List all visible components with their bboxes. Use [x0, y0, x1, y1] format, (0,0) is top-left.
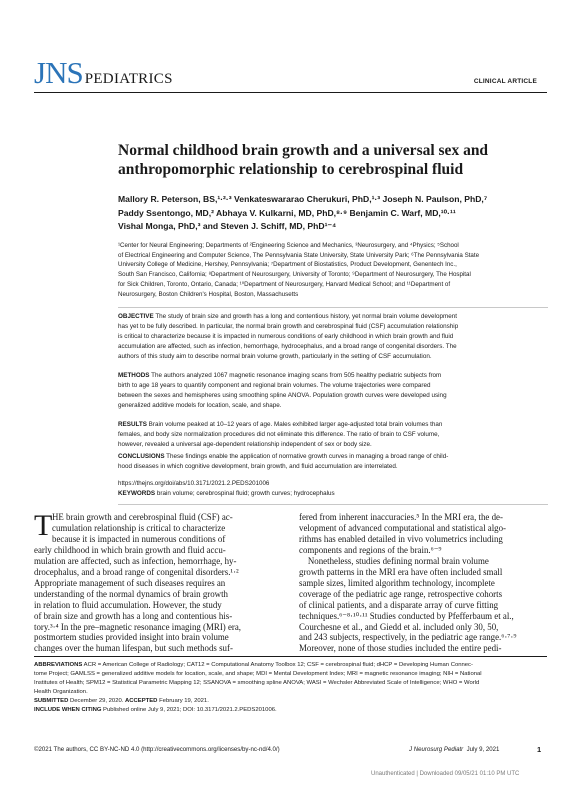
accepted-label: ACCEPTED	[125, 698, 158, 705]
submission-dates	[34, 697, 549, 706]
body-line: Appropriate management of such diseases requires an	[34, 577, 226, 588]
abbreviations-text: tome Project; GAMLSS = generalized additive models for location, scale, and shape; MDI = Mental Development Index; MRI = magnetic resonance imaging; NIH = National	[34, 671, 482, 678]
results-text: females, and body size normalization procedures did not eliminate this difference. The ratio of brain to CSF volume,	[118, 431, 440, 439]
submitted-label: SUBMITTED	[34, 698, 69, 705]
author-line: Mallory R. Peterson, BS,¹·²·³ Venkateswararao Cherukuri, PhD,¹·³ Joseph N. Paulson, PhD,⁷	[118, 194, 488, 204]
journal-date: July 9, 2021	[463, 746, 500, 753]
logo-pediatrics: PEDIATRICS	[84, 71, 173, 87]
citation-text: Published online July 9, 2021; DOI: 10.3171/2021.2.PEDS201006.	[101, 707, 277, 714]
objective-text: The study of brain size and growth has a long and contentious history, yet normal brain volume development	[153, 313, 457, 320]
body-column-left	[34, 509, 281, 654]
affiliations	[118, 241, 550, 299]
abbreviations-text: Institutes of Health; SPM12 = Statistical Parametric Mapping 12; SSANOVA = smoothing spline ANOVA; WASI = Wechsler Abbreviated Scale of Intelligence; WHO = World	[34, 680, 480, 687]
objective-text: is critical to characterize because it is impacted in numerous conditions of early childhood in which brain growth and fluid	[118, 333, 454, 341]
include-when-citing-label: INCLUDE WHEN CITING	[34, 707, 102, 714]
logo-jns: JNS	[34, 55, 83, 90]
author-list	[118, 193, 548, 234]
body-line: mulation are affected, such as infection, hemorrhage, hy-	[34, 555, 237, 566]
journal-logo	[34, 56, 173, 90]
body-line: of brain size and growth has a long and contentious his-	[34, 610, 233, 621]
footnotes	[34, 661, 549, 716]
abstract-results	[118, 420, 550, 450]
body-line: and 243 subjects, respectively, in the pediatric age range.⁶·⁷·⁹	[299, 632, 517, 643]
page-number: 1	[537, 745, 542, 754]
results-text: however, revealed a universal age-dependent relationship independent of sex or body size.	[118, 441, 372, 449]
body-line: Nonetheless, studies defining normal brain volume	[299, 555, 489, 566]
methods-text: generalized additive models for location, scale, and shape.	[118, 402, 282, 410]
body-line: components and regions of the brain.⁶⁻⁹	[299, 544, 442, 555]
copyright-notice: ©2021 The authors, CC BY-NC-ND 4.0 (http://creativecommons.org/licenses/by-nc-nd/4.0/)	[34, 746, 280, 753]
body-line: HE brain growth and cerebrospinal fluid (CSF) ac-	[52, 512, 233, 522]
drop-cap: T	[34, 509, 53, 542]
affiliation-line: ¹Center for Neural Engineering; Departments of ²Engineering Science and Mechanics, ³Neurosurgery, and ⁴Physics; ⁵School	[118, 242, 459, 249]
body-line: of clinical patients, and a disparate array of curve fitting	[299, 599, 499, 610]
conclusions-label: CONCLUSIONS	[118, 453, 165, 460]
methods-text: birth to age 18 years to quantify component and regional brain volumes. The volume trajectories were compared	[118, 382, 431, 390]
article-title	[118, 141, 538, 179]
download-stamp: Unauthenticated | Downloaded 09/05/21 01:10 PM UTC	[371, 771, 520, 777]
body-line: rithms has enabled detailed in vivo volumetrics including	[299, 533, 503, 544]
methods-label: METHODS	[118, 372, 150, 379]
abstract-conclusions	[118, 452, 550, 472]
body-line: sample sizes, limited algorithm technology, incomplete	[299, 577, 495, 588]
body-line: cumulation relationship is critical to characterize	[52, 522, 226, 533]
section-label: CLINICAL ARTICLE	[473, 78, 537, 85]
submitted-date: December 29, 2020.	[68, 698, 124, 705]
body-line: in relation to fluid accumulation. However, the study	[34, 599, 222, 610]
affiliation-divider	[118, 307, 548, 308]
author-line: Vishal Monga, PhD,³ and Steven J. Schiff, MD, PhD¹⁻⁴	[118, 221, 337, 231]
methods-text: The authors analyzed 1067 magnetic resonance imaging scans from 505 healthy pediatric subjects from	[149, 372, 442, 379]
body-line: drocephalus, and a broad range of congenital disorders.¹·²	[34, 566, 239, 577]
body-line: because it is impacted in numerous conditions of	[52, 533, 226, 544]
abbreviations-label: ABBREVIATIONS	[34, 662, 83, 668]
keywords	[118, 490, 335, 497]
keywords-text: brain volume; cerebrospinal fluid; growth curves; hydrocephalus	[155, 490, 335, 497]
objective-text: authors of this study aim to describe normal brain volume growth, particularly in the setting of CSF accumulation.	[118, 353, 432, 361]
keywords-label: KEYWORDS	[118, 490, 156, 497]
conclusions-text: These findings enable the application of normative growth curves in managing a broad range of child-	[164, 453, 449, 460]
author-line: Paddy Ssentongo, MD,² Abhaya V. Kulkarni, MD, PhD,⁸·⁹ Benjamin C. Warf, MD,¹⁰·¹¹	[118, 207, 456, 218]
title-line: Normal childhood brain growth and a universal sex and	[118, 142, 489, 159]
affiliation-line: Neurosurgery, Boston Children's Hospital, Boston, Massachusetts	[118, 290, 299, 298]
objective-text: accumulation are affected, such as infection, hemorrhage, hydrocephalus, and a broad range of congenital disorders. The	[118, 343, 457, 351]
citation-info	[34, 706, 549, 715]
results-text: Brain volume peaked at 10–12 years of age. Males exhibited larger age-adjusted total brain volumes than	[146, 421, 443, 428]
doi-link[interactable]: https://thejns.org/doi/abs/10.3171/2021.2.PEDS201006	[118, 480, 270, 487]
abstract-divider	[118, 504, 548, 505]
objective-text: has yet to be fully described. In particular, the normal brain growth and cerebrospinal fluid (CSF) accumulation relationship	[118, 323, 459, 331]
conclusions-text: hood diseases in which cognitive development, brain growth, and fluid accumulation are interrelated.	[118, 463, 398, 471]
objective-label: OBJECTIVE	[118, 313, 154, 320]
body-line: tory.³·⁴ In the pre–magnetic resonance imaging (MRI) era,	[34, 621, 242, 632]
footnote-divider	[34, 656, 547, 657]
body-line: understanding of the normal dynamics of brain growth	[34, 588, 228, 599]
abbreviations-text: Health Organization.	[34, 689, 88, 696]
body-line: techniques.⁶⁻⁸·¹⁰·¹¹ Studies conducted by Pfefferbaum et al.,	[299, 610, 514, 621]
accepted-date: February 19, 2021.	[157, 698, 209, 705]
affiliation-line: University College of Medicine, Hershey, Pennsylvania; ⁷Department of Biostatistics, Product Development, Genentech Inc.,	[118, 261, 457, 269]
body-line: fered from inherent inaccuracies.⁵ In the MRI era, the de-	[299, 512, 503, 522]
body-line: velopment of advanced computational and statistical algo-	[299, 522, 507, 533]
methods-text: between the sexes and hemispheres using smoothing spline ANOVA. Population growth curves were developed using	[118, 392, 447, 400]
body-line: Courchesne et al., and Giedd et al. included only 30, 50,	[299, 621, 499, 632]
header-divider	[34, 92, 547, 93]
body-line: early childhood in which brain growth and fluid accu-	[34, 544, 226, 555]
results-label: RESULTS	[118, 421, 147, 428]
abstract-objective	[118, 312, 550, 362]
body-column-right	[299, 512, 546, 654]
journal-name: J Neurosurg Pediatr	[409, 746, 464, 753]
affiliation-line: of Electrical Engineering and Computer Science, The Pennsylvania State University, State University Park; ⁶The Pennsylvania State	[118, 251, 480, 259]
abstract-methods	[118, 371, 550, 411]
abbreviations-text: ACR = American College of Radiology; CAT12 = Computational Anatomy Toolbox 12; CSF = cerebrospinal fluid; dHCP = Developing Human Connec-	[82, 662, 473, 668]
body-line: Moreover, none of those studies included the entire pedi-	[299, 643, 502, 654]
body-line: growth patterns in the MRI era have often included small	[299, 566, 503, 577]
affiliation-line: for Sick Children, Toronto, Ontario, Canada; ¹⁰Department of Neurosurgery, Harvard Medical School; and ¹¹Department of	[118, 280, 451, 288]
affiliation-line: South San Francisco, California; ⁸Department of Neurosurgery, University of Toronto; ⁹Department of Neurosurgery, The Hospital	[118, 271, 471, 279]
body-line: changes over the human lifespan, but such methods suf-	[34, 643, 233, 654]
title-line: anthropomorphic relationship to cerebrospinal fluid	[118, 161, 464, 178]
body-line: postmortem studies provided insight into brain volume	[34, 632, 229, 643]
body-line: coverage of the pediatric age range, retrospective cohorts	[299, 588, 503, 599]
journal-citation	[409, 746, 499, 753]
